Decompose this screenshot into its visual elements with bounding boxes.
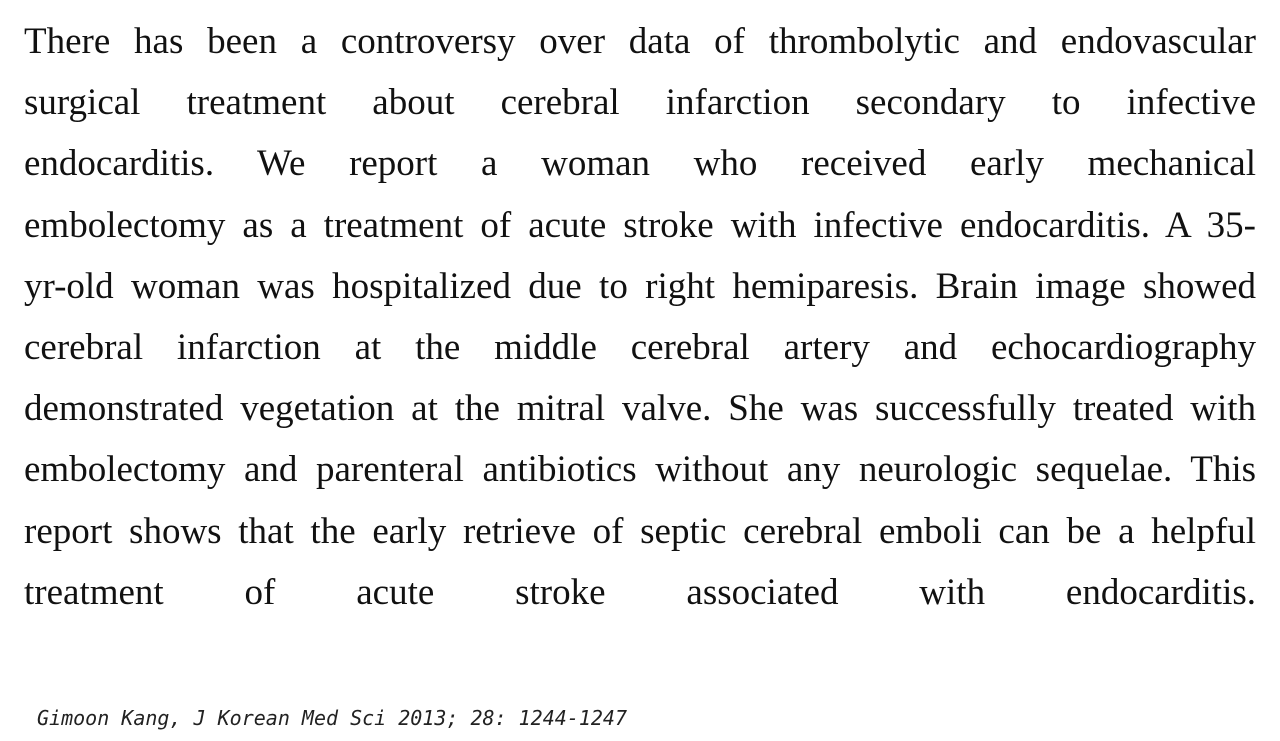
abstract-line: cerebral infarction at the middle cerebral artery and echocardiography bbox=[24, 326, 1256, 368]
abstract-line: demonstrated vegetation at the mitral valve. She was successfully treated with bbox=[24, 388, 1256, 430]
abstract-line: endocarditis. We report a woman who received early mechanical bbox=[24, 143, 1256, 185]
abstract-line: embolectomy as a treatment of acute stroke with infective endocarditis. A 35- bbox=[24, 204, 1256, 246]
abstract-line: treatment of acute stroke associated with endocarditis. bbox=[24, 571, 1256, 613]
abstract-line: yr-old woman was hospitalized due to right hemiparesis. Brain image showed bbox=[24, 265, 1256, 307]
abstract-line: surgical treatment about cerebral infarction secondary to infective bbox=[24, 82, 1256, 124]
abstract-line: There has been a controversy over data of thrombolytic and endovascular bbox=[24, 21, 1256, 62]
abstract-line: embolectomy and parenteral antibiotics without any neurologic sequelae. This bbox=[24, 449, 1256, 491]
citation: Gimoon Kang, J Korean Med Sci 2013; 28: 1244-1247 bbox=[37, 706, 628, 730]
abstract-line: report shows that the early retrieve of septic cerebral emboli can be a helpful bbox=[24, 510, 1256, 552]
abstract-text bbox=[24, 11, 1256, 623]
